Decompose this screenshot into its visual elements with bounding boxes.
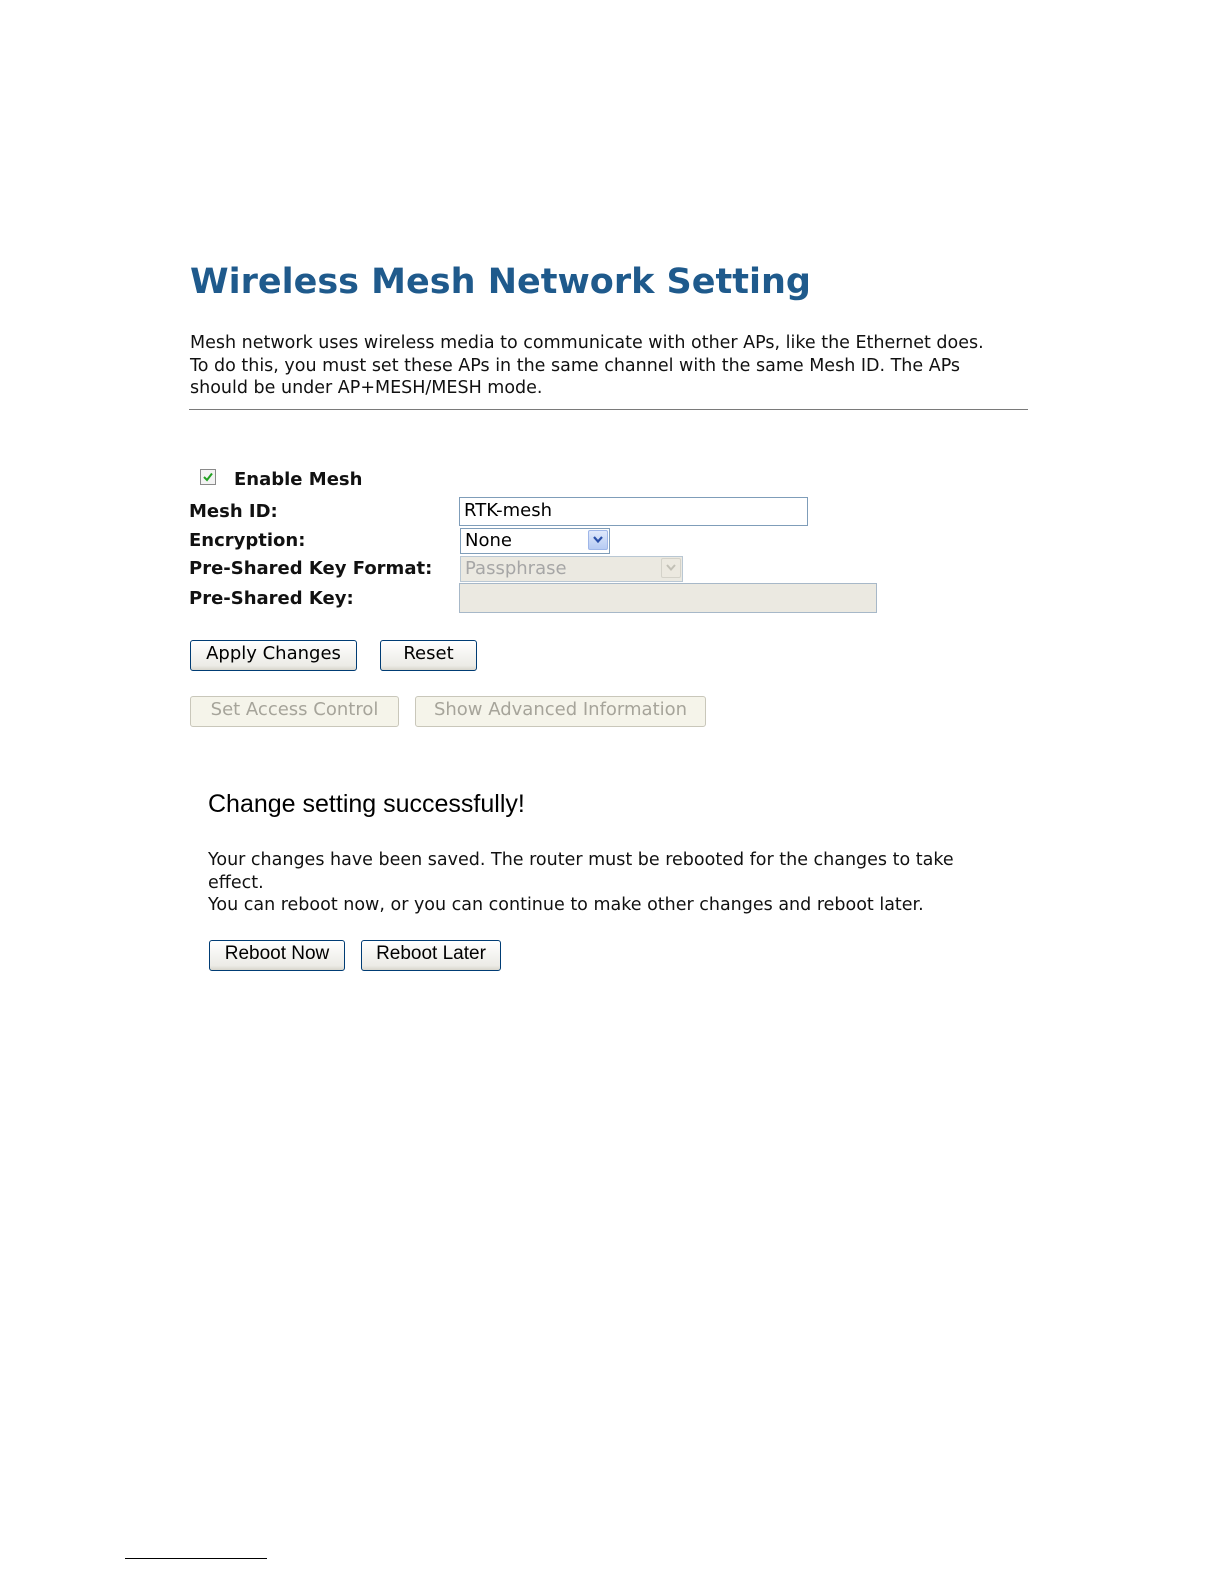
chevron-down-icon[interactable] bbox=[661, 558, 681, 578]
chevron-down-icon[interactable] bbox=[588, 530, 608, 550]
section-divider bbox=[189, 409, 1028, 410]
psk-format-select[interactable] bbox=[460, 556, 683, 582]
encryption-label: Encryption: bbox=[189, 530, 306, 551]
page-title: Wireless Mesh Network Setting bbox=[190, 262, 811, 302]
psk-format-selected-value: Passphrase bbox=[465, 558, 567, 579]
reboot-later-button[interactable]: Reboot Later bbox=[361, 940, 501, 971]
success-message bbox=[208, 849, 1038, 917]
show-advanced-information-button[interactable]: Show Advanced Information bbox=[415, 696, 706, 727]
checkmark-icon bbox=[202, 471, 214, 483]
psk-label: Pre-Shared Key: bbox=[189, 588, 354, 609]
intro-line: To do this, you must set these APs in the same channel with the same Mesh ID. The APs bbox=[190, 355, 961, 376]
encryption-selected-value: None bbox=[465, 530, 512, 551]
success-message-line: You can reboot now, or you can continue to make other changes and reboot later. bbox=[208, 895, 924, 915]
psk-input[interactable] bbox=[459, 583, 877, 613]
mesh-id-label: Mesh ID: bbox=[189, 501, 278, 522]
psk-format-label: Pre-Shared Key Format: bbox=[189, 558, 433, 579]
success-message-line: Your changes have been saved. The router must be rebooted for the changes to take bbox=[208, 850, 954, 870]
mesh-id-input[interactable]: RTK-mesh bbox=[459, 497, 808, 526]
set-access-control-button[interactable]: Set Access Control bbox=[190, 696, 399, 727]
success-message-line: effect. bbox=[208, 872, 264, 893]
apply-changes-button[interactable]: Apply Changes bbox=[190, 640, 357, 671]
intro-line: Mesh network uses wireless media to communicate with other APs, like the Ethernet does. bbox=[190, 333, 984, 353]
encryption-select[interactable] bbox=[460, 528, 610, 554]
enable-mesh-label: Enable Mesh bbox=[234, 469, 363, 490]
success-title: Change setting successfully! bbox=[208, 790, 525, 818]
reset-button[interactable]: Reset bbox=[380, 640, 477, 671]
intro-line: should be under AP+MESH/MESH mode. bbox=[190, 378, 543, 398]
intro-description bbox=[190, 332, 1040, 400]
enable-mesh-checkbox[interactable] bbox=[200, 469, 216, 485]
reboot-now-button[interactable]: Reboot Now bbox=[209, 940, 345, 971]
footnote-divider bbox=[125, 1558, 267, 1559]
